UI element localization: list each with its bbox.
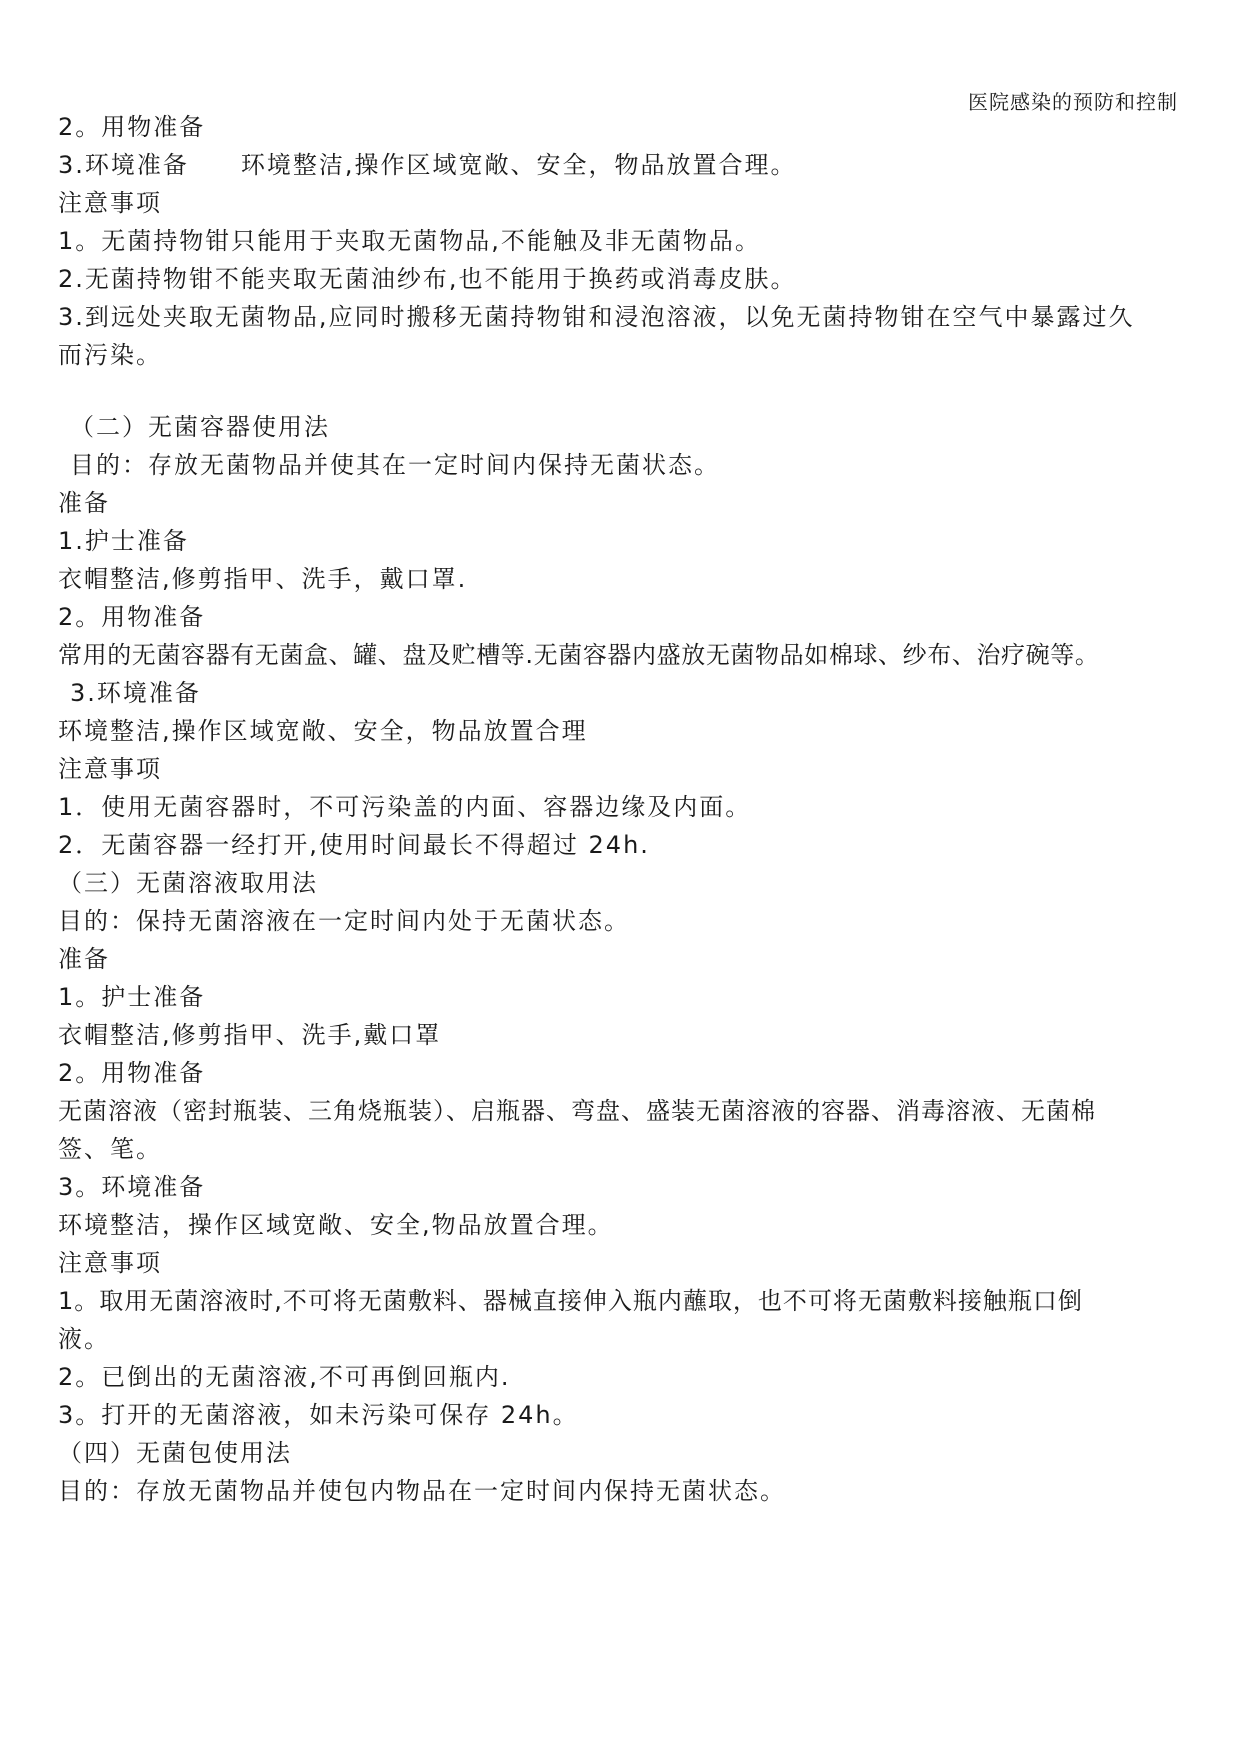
text-line: 3。打开的无菌溶液，如未污染可保存 24h。	[58, 1401, 579, 1429]
text-line: 目的：存放无菌物品并使其在一定时间内保持无菌状态。	[70, 451, 720, 479]
section-heading: （三）无菌溶液取用法	[58, 869, 318, 897]
text-line: 1。取用无菌溶液时,不可将无菌敷料、器械直接伸入瓶内蘸取，也不可将无菌敷料接触瓶口倒	[58, 1287, 1083, 1315]
text-line: 无菌溶液（密封瓶装、三角烧瓶装）、启瓶器、弯盘、盛装无菌溶液的容器、消毒溶液、无菌棉	[58, 1097, 1096, 1125]
text-line: 2。用物准备	[58, 113, 206, 141]
text-line: 3.到远处夹取无菌物品,应同时搬移无菌持物钳和浸泡溶液，以免无菌持物钳在空气中暴露过久	[58, 303, 1135, 331]
text-line: 签、笔。	[58, 1135, 162, 1163]
section-heading: 注意事项	[58, 1249, 162, 1277]
text-line: 目的：存放无菌物品并使包内物品在一定时间内保持无菌状态。	[58, 1477, 786, 1505]
text-line: 2。用物准备	[58, 1059, 206, 1087]
text-line: 常用的无菌容器有无菌盒、罐、盘及贮槽等.无菌容器内盛放无菌物品如棉球、纱布、治疗碗等。	[58, 641, 1100, 669]
text-line: 衣帽整洁,修剪指甲、洗手，戴口罩.	[58, 565, 468, 593]
text-line: 2。用物准备	[58, 603, 206, 631]
text-line: 3.环境准备 环境整洁,操作区域宽敞、安全，物品放置合理。	[58, 151, 797, 179]
text-line: 准备	[58, 945, 110, 973]
text-line: 液。	[58, 1325, 110, 1353]
section-heading: （二）无菌容器使用法	[70, 413, 330, 441]
section-heading: （四）无菌包使用法	[58, 1439, 292, 1467]
text-line: 2．无菌容器一经打开,使用时间最长不得超过 24h.	[58, 831, 650, 859]
section-heading: 注意事项	[58, 755, 162, 783]
text-line: 而污染。	[58, 341, 162, 369]
page-header: 医院感染的预防和控制	[968, 90, 1178, 114]
section-heading: 注意事项	[58, 189, 162, 217]
text-line: 1．使用无菌容器时，不可污染盖的内面、容器边缘及内面。	[58, 793, 752, 821]
text-line: 1。无菌持物钳只能用于夹取无菌物品,不能触及非无菌物品。	[58, 227, 761, 255]
text-line: 准备	[58, 489, 110, 517]
text-line: 环境整洁,操作区域宽敞、安全，物品放置合理	[58, 717, 588, 745]
text-line: 衣帽整洁,修剪指甲、洗手,戴口罩	[58, 1021, 442, 1049]
text-line: 3.环境准备	[70, 679, 201, 707]
text-line: 2.无菌持物钳不能夹取无菌油纱布,也不能用于换药或消毒皮肤。	[58, 265, 797, 293]
text-line: 目的：保持无菌溶液在一定时间内处于无菌状态。	[58, 907, 630, 935]
text-line: 2。已倒出的无菌溶液,不可再倒回瓶内.	[58, 1363, 511, 1391]
text-line: 1.护士准备	[58, 527, 189, 555]
text-line: 环境整洁，操作区域宽敞、安全,物品放置合理。	[58, 1211, 614, 1239]
text-line: 1。护士准备	[58, 983, 206, 1011]
text-line: 3。环境准备	[58, 1173, 206, 1201]
